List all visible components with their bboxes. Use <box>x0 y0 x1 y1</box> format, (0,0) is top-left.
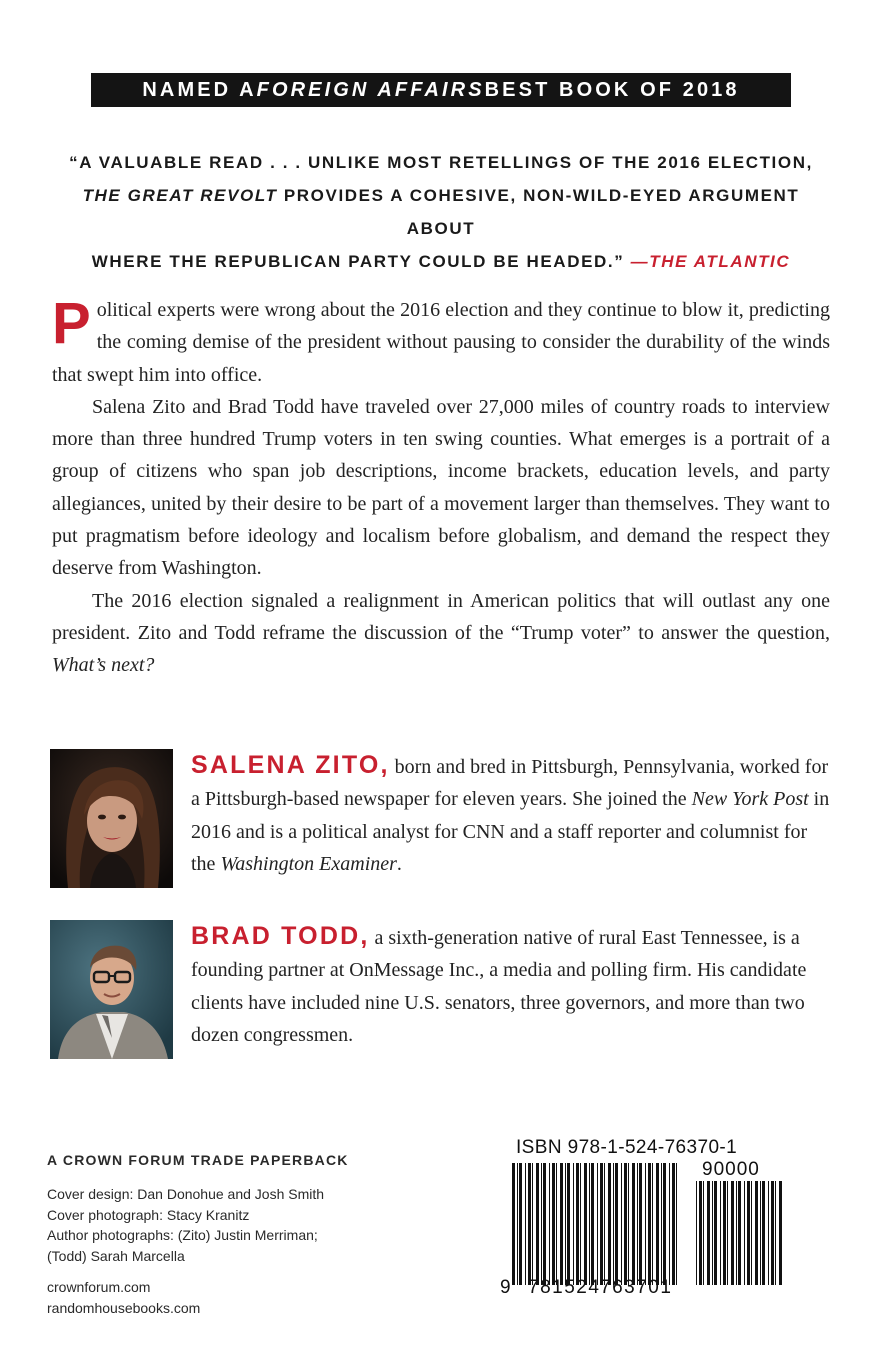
barcode-bar <box>621 1163 622 1285</box>
barcode-bar <box>731 1181 734 1285</box>
barcode-bar <box>565 1163 566 1285</box>
barcode-bar <box>597 1163 598 1285</box>
barcode-bar <box>751 1181 752 1285</box>
barcode-bar <box>624 1163 627 1285</box>
bio-zito-em-1: New York Post <box>691 788 809 811</box>
bio-zito-b: in 2016 and is a political analyst for CNN and a staff reporter and columnist for the <box>191 788 830 876</box>
barcode-bar <box>549 1163 550 1285</box>
bio-zito-em-2: Washington Examiner <box>220 853 397 876</box>
barcode-bar <box>584 1163 587 1285</box>
barcode-bar <box>755 1181 758 1285</box>
barcode-digits-right: 763701 <box>600 1277 673 1298</box>
blurb-line-2-rest: PROVIDES A COHESIVE, NON-WILD-EYED ARGUMENT ABOUT <box>277 186 800 238</box>
barcode-bar <box>525 1163 526 1285</box>
blurb-line-2 <box>60 179 822 245</box>
bio-zito-c: . <box>396 853 402 876</box>
barcode-bar <box>645 1163 646 1285</box>
barcode-bar <box>528 1163 531 1285</box>
barcode-bar <box>720 1181 721 1285</box>
description-p3-text: The 2016 election signaled a realignment in American politics that will outlast any one president. Zito and Todd reframe the discussion of the “Trump voter” to answer the question, <box>52 589 830 644</box>
blurb-book-title: THE GREAT REVOLT <box>82 186 278 205</box>
barcode-bar <box>573 1163 574 1285</box>
price-code: 90000 <box>702 1159 760 1180</box>
barcode-bar <box>775 1181 776 1285</box>
barcode-bar <box>744 1181 745 1285</box>
drop-cap: P <box>52 291 91 356</box>
isbn-barcode <box>498 1137 788 1307</box>
barcode-bar <box>727 1181 728 1285</box>
barcode-digits-left: 781524 <box>528 1277 601 1298</box>
barcode-bar <box>648 1163 651 1285</box>
barcode-bar <box>541 1163 542 1285</box>
barcode-bar <box>536 1163 539 1285</box>
barcode-bar <box>519 1163 522 1285</box>
barcode-bar <box>589 1163 590 1285</box>
barcode-bar <box>639 1163 642 1285</box>
barcode-bar <box>600 1163 603 1285</box>
barcode-bar <box>543 1163 546 1285</box>
blurb-source: —THE ATLANTIC <box>630 252 791 271</box>
barcode-bar <box>661 1163 662 1285</box>
imprint-line: A CROWN FORUM TRADE PAPERBACK <box>47 1152 349 1168</box>
description-paragraph-2: Salena Zito and Brad Todd have traveled over 27,000 miles of country roads to interview more than three hundred Trump voters in ten swing counties. What emerges is a portrait of a group of citizens who span job descriptions, income brackets, education levels, and party allegiances, united by their desire to be part of a movement larger than themselves. They want to put pragmatism before ideology and localism before globalism, and demand the respect they deserve from Washington. <box>52 395 830 580</box>
credits-block <box>47 1150 467 1318</box>
barcode-bar <box>576 1163 579 1285</box>
barcode-bar <box>669 1163 670 1285</box>
barcode-digit-first: 9 <box>500 1277 513 1298</box>
barcode-bar <box>556 1163 557 1285</box>
blurb-line-3-text: WHERE THE REPUBLICAN PARTY COULD BE HEADED.” <box>91 252 631 271</box>
description-paragraph-3 <box>52 585 830 682</box>
barcode-bar <box>779 1181 782 1285</box>
barcode-bar <box>707 1181 710 1285</box>
website-crownforum: crownforum.com <box>47 1279 151 1295</box>
author-photo-todd <box>50 920 173 1059</box>
barcode-bar <box>580 1163 581 1285</box>
barcode-bar <box>567 1163 570 1285</box>
barcode-bar <box>532 1163 533 1285</box>
author-name-zito: SALENA ZITO, <box>191 751 390 779</box>
credit-author-photographs-cont: (Todd) Sarah Marcella <box>47 1247 185 1264</box>
barcode-bar <box>613 1163 614 1285</box>
bio-zito-a: born and bred in Pittsburgh, Pennsylvania, worked for a Pittsburgh-based newspaper for eleven years. She joined the <box>191 756 829 811</box>
website-lines <box>47 1277 467 1318</box>
barcode-bar <box>736 1181 737 1285</box>
isbn-number: ISBN 978-1-524-76370-1 <box>516 1137 738 1158</box>
barcode-bar <box>723 1181 726 1285</box>
barcode-bar <box>552 1163 555 1285</box>
description-paragraph-1 <box>52 291 830 391</box>
barcode-bar <box>560 1163 563 1285</box>
credit-cover-design: Cover design: Dan Donohue and Josh Smith <box>47 1186 325 1202</box>
blurb-line-3 <box>60 245 822 278</box>
author-bio-zito <box>191 749 830 881</box>
credit-lines <box>47 1184 467 1266</box>
barcode-bar <box>738 1181 741 1285</box>
author-bio-todd <box>191 920 830 1052</box>
barcode-bar <box>672 1163 675 1285</box>
barcode-bar <box>699 1181 702 1285</box>
barcode-bar <box>714 1181 717 1285</box>
barcode-bar <box>637 1163 638 1285</box>
barcode-bar <box>771 1181 774 1285</box>
banner-suffix: BEST BOOK OF 2018 <box>484 78 740 101</box>
barcode-bar <box>608 1163 611 1285</box>
barcode-bar <box>703 1181 704 1285</box>
barcode-bar <box>604 1163 605 1285</box>
barcode-bar <box>762 1181 765 1285</box>
award-banner <box>91 73 791 107</box>
barcode-bar <box>747 1181 750 1285</box>
blurb-line-1: “A VALUABLE READ . . . UNLIKE MOST RETELLINGS OF THE 2016 ELECTION, <box>69 153 813 172</box>
barcode-bar <box>760 1181 761 1285</box>
barcode-bar <box>517 1163 518 1285</box>
barcode-bar <box>632 1163 635 1285</box>
review-blurb <box>60 146 822 278</box>
barcode-bar <box>591 1163 594 1285</box>
book-description <box>52 291 830 682</box>
credit-author-photographs: Author photographs: (Zito) Justin Merriman; <box>47 1227 318 1243</box>
barcode-bar <box>676 1163 677 1285</box>
barcode-bar <box>656 1163 659 1285</box>
author-photo-zito <box>50 749 173 888</box>
barcode-bar <box>768 1181 769 1285</box>
barcode-bar <box>712 1181 713 1285</box>
description-p3-italic: What’s next? <box>52 654 155 677</box>
barcode-bar <box>652 1163 653 1285</box>
barcode-bar <box>663 1163 666 1285</box>
credit-cover-photograph: Cover photograph: Stacy Kranitz <box>47 1206 250 1223</box>
barcode-bar <box>512 1163 515 1285</box>
barcode-bar <box>615 1163 618 1285</box>
barcode-bar <box>696 1181 697 1285</box>
bio-todd-a: a sixth-generation native of rural East Tennessee, is a founding partner at OnMessage Inc., a media and polling firm. His candidate clients have included nine U.S. senators, three governors, and more than two dozen congressmen. <box>191 927 807 1047</box>
author-name-todd: BRAD TODD, <box>191 922 370 950</box>
barcode-bar <box>628 1163 629 1285</box>
description-p1-text: olitical experts were wrong about the 2016 election and they continue to blow it, predicting the coming demise of the president without pausing to consider the durability of the winds that swept him into office. <box>52 299 830 386</box>
banner-publication: FOREIGN AFFAIRS <box>256 78 485 101</box>
banner-prefix: NAMED A <box>142 78 257 101</box>
website-randomhouse: randomhousebooks.com <box>47 1299 201 1316</box>
